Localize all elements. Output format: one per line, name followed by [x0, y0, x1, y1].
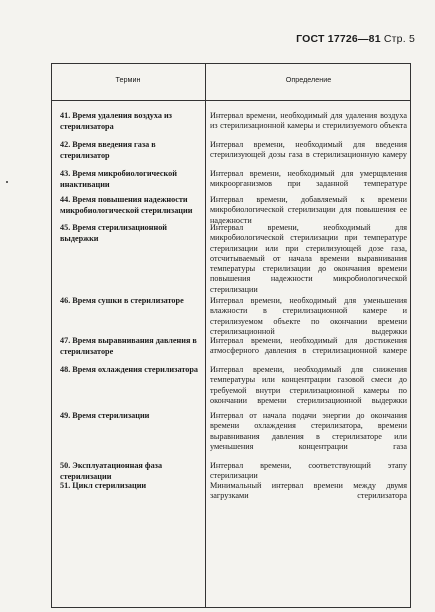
page-header	[296, 33, 415, 45]
term-47: 47. Время выравнивания давления в стерилизаторе	[60, 336, 197, 356]
term-51: 51. Цикл стерилизации	[60, 481, 147, 490]
column-header-term: Термин	[115, 75, 141, 84]
definition-41: Интервал времени, необходимый для удаления воздуха из стерилизационной камеры и стерилизуемого объекта	[210, 111, 407, 131]
page-number: Стр. 5	[383, 33, 415, 45]
header-divider	[51, 100, 411, 101]
definition-50: Интервал времени, соответствующий этапу стерилизации	[210, 461, 407, 481]
term-46: 46. Время сушки в стерилизаторе	[60, 296, 184, 305]
term-48: 48. Время охлаждения стерилизатора	[60, 365, 198, 374]
definition-48: Интервал времени, необходимый для снижения температуры или концентрации газовой смеси до требуемой внутри стерилизационной камеры по окончании времени стерилизационной выдержки	[210, 365, 407, 405]
definition-51: Минимальный интервал времени между двумя загрузками стерилизатора	[210, 481, 407, 501]
column-divider	[205, 63, 206, 608]
definition-42: Интервал времени, необходимый для введения стерилизующей дозы газа в стерилизационную камеру	[210, 140, 407, 160]
column-header-definition: Определение	[285, 75, 332, 84]
definition-44: Интервал времени, добавляемый к времени микробиологической стерилизации для повышения ее надежности	[210, 195, 407, 225]
standard-number: ГОСТ 17726—81	[296, 33, 381, 45]
definition-47: Интервал времени, необходимый для достижения атмосферного давления в стерилизационной камере	[210, 336, 407, 356]
term-42: 42. Время введения газа в стерилизатор	[60, 140, 156, 160]
term-43: 43. Время микробиологической инактивации	[60, 169, 177, 189]
term-49: 49. Время стерилизации	[60, 411, 150, 420]
scan-speck	[6, 181, 8, 183]
term-44: 44. Время повышения надежности микробиологической стерилизации	[60, 195, 193, 215]
definition-43: Интервал времени, необходимый для умерщвления микроорганизмов при заданной температуре	[210, 169, 407, 189]
term-41: 41. Время удаления воздуха из стерилизатора	[60, 111, 172, 131]
definition-49: Интервал от начала подачи энергии до окончания времени охлаждения стерилизатора, времени выравнивания давления в стерилизаторе или уменьшения концентрации газа	[210, 411, 407, 451]
term-50: 50. Эксплуатационная фаза стерилизации	[60, 461, 163, 481]
term-45: 45. Время стерилизационной выдержки	[60, 223, 168, 243]
definition-46: Интервал времени, необходимый для уменьшения влажности в стерилизационной камере и стерилизуемом объекте по окончании времени стерилизационной выдержки	[210, 296, 407, 336]
definition-45: Интервал времени, необходимый для микробиологической стерилизации при температуре стерилизации или при стерилизующей дозе газа, отсчитываемый от начала времени выравнивания температуры стерилизации до окончания времени повышения надежности микробиологической стерилизации	[210, 223, 407, 294]
